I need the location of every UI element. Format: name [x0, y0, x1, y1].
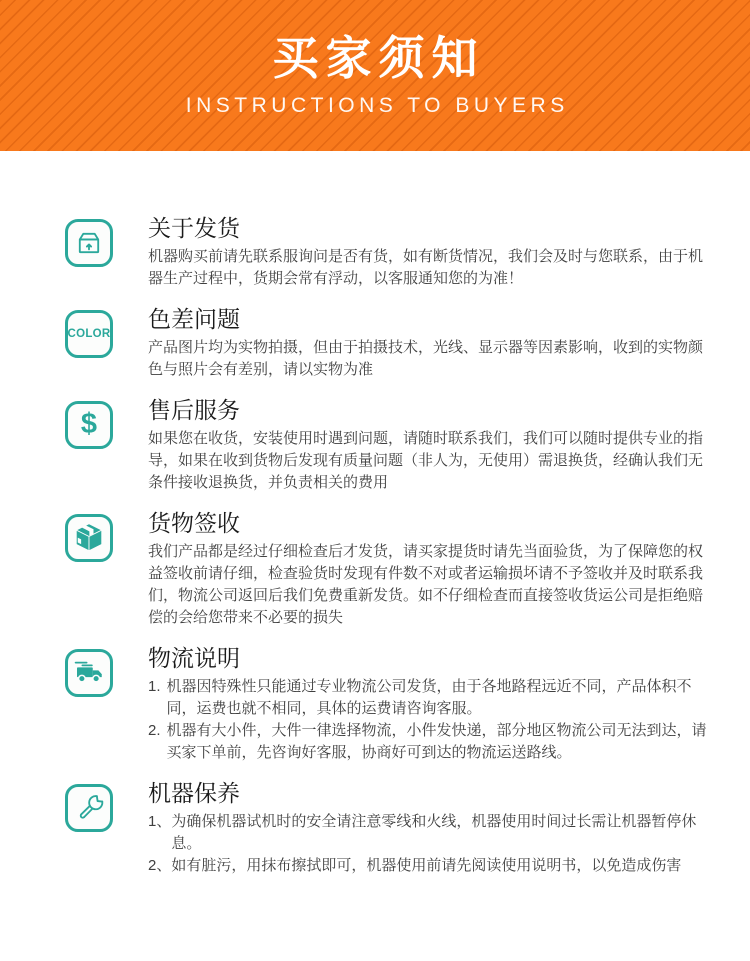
section-body: 我们产品都是经过仔细检查后才发货，请买家提货时请先当面验货，为了保障您的权益签收前请仔细，检查验货时发现有件数不对或者运输损坏请不予签收并及时联系我们，物流公司返回后我们免费重新发货。如不仔细检查而直接签收货运公司是拒绝赔偿的会给您带来不必要的损失: [148, 543, 704, 626]
section-shipping: [65, 215, 710, 290]
color-label-icon: COLOR: [65, 310, 113, 358]
header-banner: [0, 0, 750, 151]
list-marker: 2.: [148, 722, 161, 739]
section-title: 机器保养: [148, 780, 240, 806]
section-body: 产品图片均为实物拍摄，但由于拍摄技术，光线、显示器等因素影响，收到的实物颜色与照片会有差别，请以实物为准: [148, 339, 704, 378]
section-logistics: [65, 645, 710, 764]
section-body: 如果您在收货，安装使用时遇到问题，请随时联系我们，我们可以随时提供专业的指导，如果在收到货物后发现有质量问题（非人为，无使用）需退换货，经确认我们无条件接收退换货，并负责相关的费用: [148, 430, 704, 491]
list-text: 如有脏污，用抹布擦拭即可，机器使用前请先阅读使用说明书，以免造成伤害: [171, 857, 682, 874]
truck-icon: [65, 649, 113, 697]
wrench-icon: [65, 784, 113, 832]
list-marker: 1.: [148, 678, 161, 695]
page-title: 买家须知: [272, 31, 485, 84]
page-subtitle: INSTRUCTIONS TO BUYERS: [185, 94, 569, 118]
list-text: 为确保机器试机时的安全请注意零线和火线，机器使用时间过长需让机器暂停休息。: [171, 813, 697, 852]
section-title: 关于发货: [148, 215, 240, 241]
notice-list: [0, 151, 750, 877]
list-item: [148, 676, 710, 720]
section-title: 售后服务: [148, 397, 240, 423]
package-icon: [65, 219, 113, 267]
list-item: [148, 720, 710, 764]
list-marker: 2、: [148, 857, 172, 874]
section-maintenance: [65, 780, 710, 877]
list-text: 机器因特殊性只能通过专业物流公司发货，由于各地路程远近不同，产品体积不同，运费也就不相同，具体的运费请咨询客服。: [166, 678, 692, 717]
section-title: 货物签收: [148, 510, 240, 536]
section-after-sales: [65, 397, 710, 494]
list-marker: 1、: [148, 813, 172, 830]
package-cube-icon: [65, 514, 113, 562]
section-goods-receipt: [65, 510, 710, 629]
dollar-icon: $: [65, 401, 113, 449]
section-body: 机器购买前请先联系服询问是否有货，如有断货情况，我们会及时与您联系，由于机器生产过程中，货期会常有浮动，以客服通知您的为准！: [148, 248, 704, 287]
section-list: [148, 676, 710, 764]
list-item: [148, 855, 710, 877]
section-color-difference: [65, 306, 710, 381]
section-title: 物流说明: [148, 645, 240, 671]
section-title: 色差问题: [148, 306, 240, 332]
list-text: 机器有大小件，大件一律选择物流，小件发快递，部分地区物流公司无法到达，请买家下单前，先咨询好客服，协商好可到达的物流运送路线。: [166, 722, 707, 761]
list-item: [148, 811, 710, 855]
section-list: [148, 811, 710, 877]
